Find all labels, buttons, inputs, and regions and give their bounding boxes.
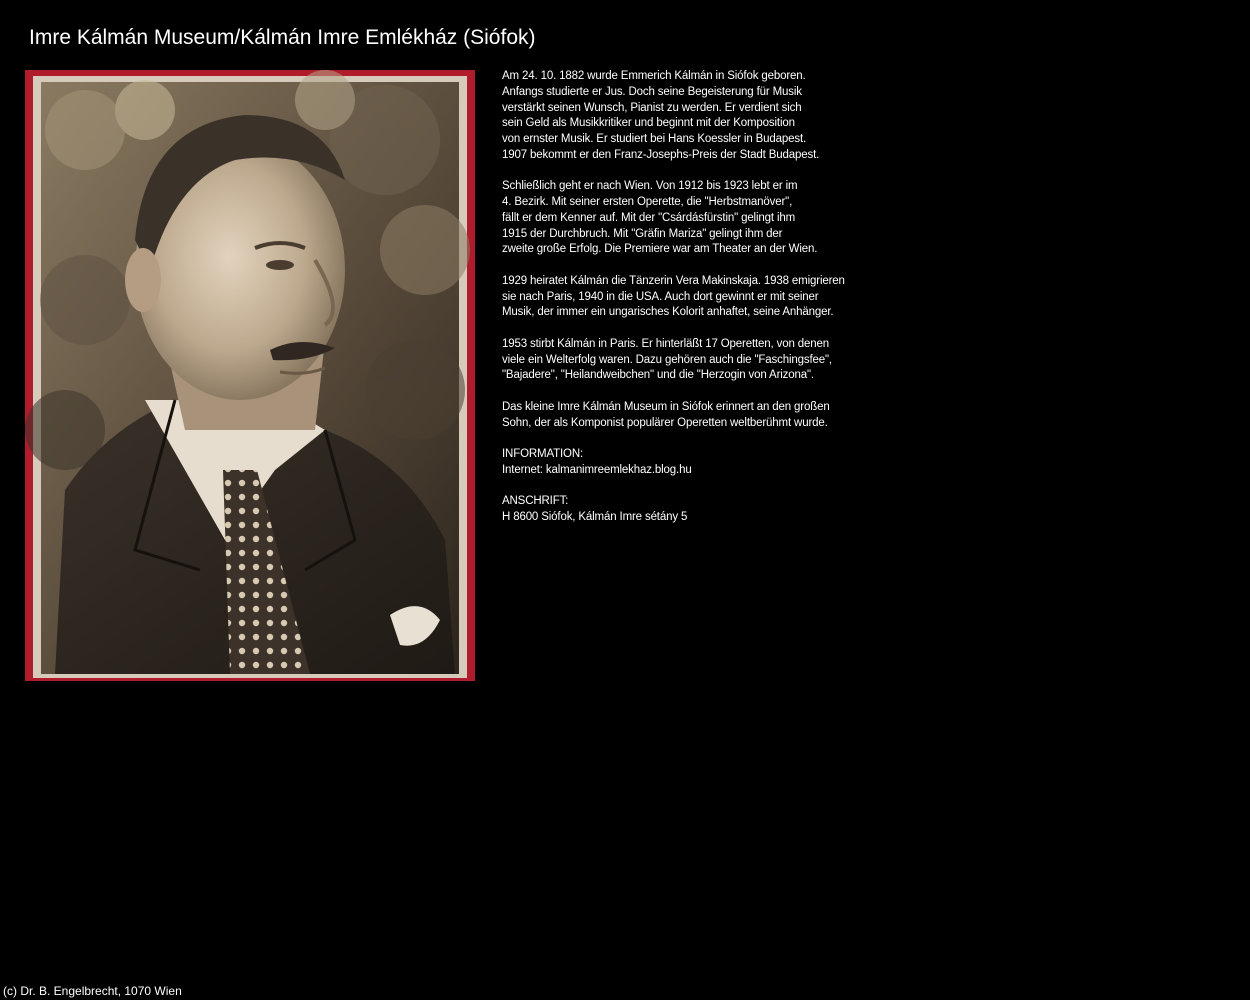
text-line: 4. Bezirk. Mit seiner ersten Operette, die "Herbstmanöver", [502, 196, 793, 208]
text-line: zweite große Erfolg. Die Premiere war am Theater an der Wien. [502, 243, 818, 256]
portrait-photo [25, 70, 475, 681]
paragraph-death [502, 337, 922, 384]
information-section [502, 447, 922, 479]
text-line: Musik, der immer ein ungarisches Kolorit anhaftet, seine Anhänger. [502, 306, 834, 319]
paragraph-museum [502, 400, 922, 432]
text-line: sein Geld als Musikkritiker und beginnt mit der Komposition [502, 117, 795, 130]
text-line: Anfangs studierte er Jus. Doch seine Begeisterung für Musik [502, 85, 802, 98]
text-line: Sohn, der als Komponist populärer Operetten weltberühmt wurde. [502, 416, 828, 429]
text-line: sie nach Paris, 1940 in die USA. Auch dort gewinnt er mit seiner [502, 290, 819, 303]
museum-description [502, 69, 922, 542]
text-line: viele ein Welterfolg waren. Dazu gehören auch die "Faschingsfee", [502, 353, 832, 366]
text-line: verstärkt seinen Wunsch, Pianist zu werden. Er verdient sich [502, 101, 802, 114]
text-line: fällt er dem Kenner auf. Mit der "Csárdásfürstin" gelingt ihm [502, 211, 796, 224]
text-line: 1953 stirbt Kálmán in Paris. Er hinterläßt 17 Operetten, von denen [502, 337, 829, 350]
paragraph-vienna [502, 179, 922, 258]
page-title: Imre Kálmán Museum/Kálmán Imre Emlékház (Siófok) [29, 26, 536, 49]
paragraph-emigration [502, 274, 922, 321]
portrait-photo-icon [25, 70, 475, 681]
text-line: 1915 der Durchbruch. Mit "Gräfin Mariza" gelingt ihm der [502, 227, 783, 240]
address-heading: ANSCHRIFT: [502, 495, 569, 508]
text-line: 1907 bekommt er den Franz-Josephs-Preis der Stadt Budapest. [502, 148, 820, 161]
copyright-footer: (c) Dr. B. Engelbrecht, 1070 Wien [3, 984, 182, 998]
text-line: Schließlich geht er nach Wien. Von 1912 bis 1923 lebt er im [502, 180, 798, 193]
text-line: Am 24. 10. 1882 wurde Emmerich Kálmán in Siófok geboren. [502, 70, 806, 82]
paragraph-biography-early [502, 69, 922, 164]
internet-link[interactable]: Internet: kalmanimreemlekhaz.blog.hu [502, 463, 692, 476]
address-section [502, 494, 922, 526]
text-line: "Bajadere", "Heilandweibchen" und die "Herzogin von Arizona". [502, 369, 814, 382]
text-line: 1929 heiratet Kálmán die Tänzerin Vera Makinskaja. 1938 emigrieren [502, 274, 845, 287]
text-line: von ernster Musik. Er studiert bei Hans Koessler in Budapest. [502, 133, 807, 145]
information-heading: INFORMATION: [502, 448, 584, 460]
text-line: Das kleine Imre Kálmán Museum in Siófok erinnert an den großen [502, 400, 830, 413]
address-line: H 8600 Siófok, Kálmán Imre sétány 5 [502, 511, 688, 523]
